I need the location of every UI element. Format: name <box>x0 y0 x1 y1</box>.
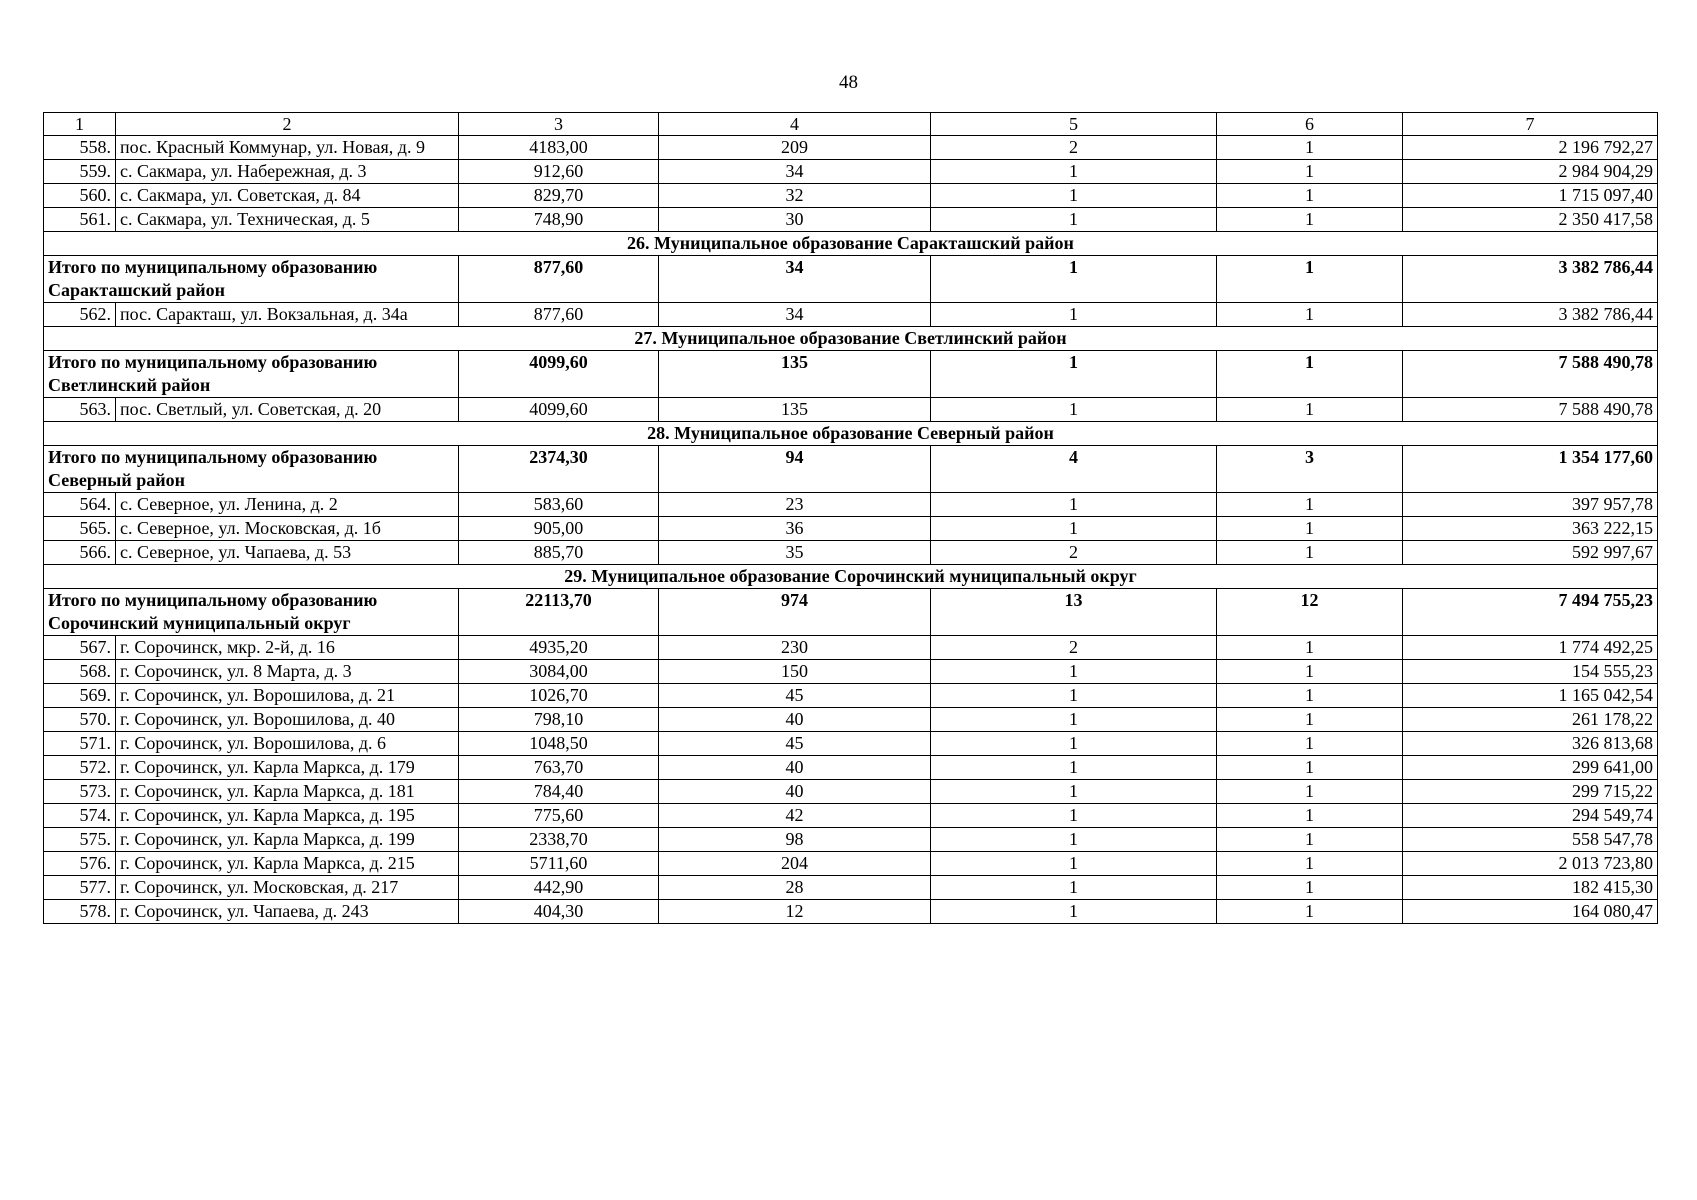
amount-cell: 2 196 792,27 <box>1403 136 1658 160</box>
residents-cell: 32 <box>659 184 931 208</box>
row-number: 562. <box>44 303 116 327</box>
subtotal-row <box>44 589 1658 636</box>
section-header-row <box>44 422 1658 446</box>
count-cell: 1 <box>931 900 1217 924</box>
area-cell: 1026,70 <box>459 684 659 708</box>
table-row <box>44 684 1658 708</box>
count-cell: 1 <box>1217 660 1403 684</box>
table-row <box>44 493 1658 517</box>
row-number: 565. <box>44 517 116 541</box>
address-cell: с. Северное, ул. Чапаева, д. 53 <box>116 541 459 565</box>
row-number: 561. <box>44 208 116 232</box>
address-cell: с. Сакмара, ул. Набережная, д. 3 <box>116 160 459 184</box>
section-title: 29. Муниципальное образование Сорочинский муниципальный округ <box>44 565 1658 589</box>
count-cell: 1 <box>931 256 1217 303</box>
row-number: 567. <box>44 636 116 660</box>
amount-cell: 299 641,00 <box>1403 756 1658 780</box>
section-header-row <box>44 565 1658 589</box>
amount-cell: 294 549,74 <box>1403 804 1658 828</box>
row-number: 558. <box>44 136 116 160</box>
count-cell: 1 <box>931 756 1217 780</box>
amount-cell: 326 813,68 <box>1403 732 1658 756</box>
address-cell: г. Сорочинск, ул. Ворошилова, д. 40 <box>116 708 459 732</box>
table-row <box>44 900 1658 924</box>
row-number: 571. <box>44 732 116 756</box>
amount-cell: 299 715,22 <box>1403 780 1658 804</box>
row-number: 563. <box>44 398 116 422</box>
residents-cell: 40 <box>659 780 931 804</box>
row-number: 573. <box>44 780 116 804</box>
area-cell: 4099,60 <box>459 351 659 398</box>
address-cell: г. Сорочинск, ул. Карла Маркса, д. 179 <box>116 756 459 780</box>
residents-cell: 40 <box>659 708 931 732</box>
residents-cell: 45 <box>659 732 931 756</box>
area-cell: 404,30 <box>459 900 659 924</box>
row-number: 576. <box>44 852 116 876</box>
area-cell: 748,90 <box>459 208 659 232</box>
count-cell: 1 <box>931 351 1217 398</box>
area-cell: 763,70 <box>459 756 659 780</box>
residents-cell: 34 <box>659 160 931 184</box>
residents-cell: 209 <box>659 136 931 160</box>
column-number-header-row <box>44 113 1658 136</box>
count-cell: 1 <box>1217 541 1403 565</box>
count-cell: 1 <box>931 684 1217 708</box>
residents-cell: 23 <box>659 493 931 517</box>
count-cell: 1 <box>1217 900 1403 924</box>
count-cell: 1 <box>931 398 1217 422</box>
count-cell: 1 <box>1217 780 1403 804</box>
table-row <box>44 136 1658 160</box>
area-cell: 3084,00 <box>459 660 659 684</box>
table-row <box>44 732 1658 756</box>
residents-cell: 94 <box>659 446 931 493</box>
count-cell: 1 <box>1217 398 1403 422</box>
count-cell: 1 <box>931 303 1217 327</box>
residents-cell: 974 <box>659 589 931 636</box>
residents-cell: 28 <box>659 876 931 900</box>
area-cell: 798,10 <box>459 708 659 732</box>
table-row <box>44 541 1658 565</box>
row-number: 572. <box>44 756 116 780</box>
amount-cell: 1 165 042,54 <box>1403 684 1658 708</box>
area-cell: 4099,60 <box>459 398 659 422</box>
count-cell: 1 <box>1217 876 1403 900</box>
table-row <box>44 660 1658 684</box>
count-cell: 1 <box>1217 756 1403 780</box>
address-cell: г. Сорочинск, ул. Карла Маркса, д. 181 <box>116 780 459 804</box>
address-cell: г. Сорочинск, ул. Карла Маркса, д. 215 <box>116 852 459 876</box>
area-cell: 4183,00 <box>459 136 659 160</box>
residents-cell: 40 <box>659 756 931 780</box>
residents-cell: 98 <box>659 828 931 852</box>
column-header: 2 <box>116 113 459 136</box>
count-cell: 1 <box>931 208 1217 232</box>
row-number: 564. <box>44 493 116 517</box>
area-cell: 2338,70 <box>459 828 659 852</box>
address-cell: г. Сорочинск, ул. Ворошилова, д. 6 <box>116 732 459 756</box>
address-cell: с. Сакмара, ул. Советская, д. 84 <box>116 184 459 208</box>
table-row <box>44 636 1658 660</box>
address-cell: г. Сорочинск, ул. Московская, д. 217 <box>116 876 459 900</box>
section-title: 27. Муниципальное образование Светлинский район <box>44 327 1658 351</box>
area-cell: 912,60 <box>459 160 659 184</box>
area-cell: 2374,30 <box>459 446 659 493</box>
count-cell: 1 <box>931 804 1217 828</box>
area-cell: 22113,70 <box>459 589 659 636</box>
residents-cell: 12 <box>659 900 931 924</box>
area-cell: 5711,60 <box>459 852 659 876</box>
area-cell: 583,60 <box>459 493 659 517</box>
amount-cell: 363 222,15 <box>1403 517 1658 541</box>
count-cell: 1 <box>931 876 1217 900</box>
count-cell: 2 <box>931 136 1217 160</box>
column-header: 1 <box>44 113 116 136</box>
subtotal-label: Итого по муниципальному образованию Сорочинский муниципальный округ <box>44 589 459 636</box>
count-cell: 1 <box>931 780 1217 804</box>
count-cell: 1 <box>1217 303 1403 327</box>
amount-cell: 164 080,47 <box>1403 900 1658 924</box>
amount-cell: 1 774 492,25 <box>1403 636 1658 660</box>
count-cell: 1 <box>1217 351 1403 398</box>
area-cell: 877,60 <box>459 303 659 327</box>
row-number: 575. <box>44 828 116 852</box>
address-cell: г. Сорочинск, ул. Карла Маркса, д. 195 <box>116 804 459 828</box>
count-cell: 4 <box>931 446 1217 493</box>
count-cell: 1 <box>1217 636 1403 660</box>
amount-cell: 182 415,30 <box>1403 876 1658 900</box>
amount-cell: 7 588 490,78 <box>1403 398 1658 422</box>
area-cell: 784,40 <box>459 780 659 804</box>
amount-cell: 154 555,23 <box>1403 660 1658 684</box>
column-header: 7 <box>1403 113 1658 136</box>
count-cell: 1 <box>931 828 1217 852</box>
residents-cell: 34 <box>659 303 931 327</box>
address-cell: пос. Красный Коммунар, ул. Новая, д. 9 <box>116 136 459 160</box>
column-header: 3 <box>459 113 659 136</box>
count-cell: 1 <box>1217 208 1403 232</box>
table-row <box>44 828 1658 852</box>
table-row <box>44 876 1658 900</box>
amount-cell: 2 013 723,80 <box>1403 852 1658 876</box>
section-title: 28. Муниципальное образование Северный район <box>44 422 1658 446</box>
table-row <box>44 184 1658 208</box>
subtotal-row <box>44 351 1658 398</box>
area-cell: 775,60 <box>459 804 659 828</box>
row-number: 578. <box>44 900 116 924</box>
count-cell: 3 <box>1217 446 1403 493</box>
table-row <box>44 780 1658 804</box>
table-row <box>44 303 1658 327</box>
residents-cell: 135 <box>659 398 931 422</box>
amount-cell: 3 382 786,44 <box>1403 256 1658 303</box>
table-row <box>44 804 1658 828</box>
residents-cell: 34 <box>659 256 931 303</box>
area-cell: 4935,20 <box>459 636 659 660</box>
address-cell: с. Северное, ул. Московская, д. 1б <box>116 517 459 541</box>
count-cell: 1 <box>931 852 1217 876</box>
address-cell: г. Сорочинск, ул. Ворошилова, д. 21 <box>116 684 459 708</box>
subtotal-label: Итого по муниципальному образованию Северный район <box>44 446 459 493</box>
amount-cell: 7 588 490,78 <box>1403 351 1658 398</box>
residents-cell: 204 <box>659 852 931 876</box>
count-cell: 1 <box>1217 184 1403 208</box>
residents-cell: 230 <box>659 636 931 660</box>
address-cell: с. Северное, ул. Ленина, д. 2 <box>116 493 459 517</box>
amount-cell: 2 350 417,58 <box>1403 208 1658 232</box>
subtotal-label: Итого по муниципальному образованию Светлинский район <box>44 351 459 398</box>
amount-cell: 2 984 904,29 <box>1403 160 1658 184</box>
row-number: 568. <box>44 660 116 684</box>
area-cell: 1048,50 <box>459 732 659 756</box>
count-cell: 1 <box>1217 732 1403 756</box>
section-title: 26. Муниципальное образование Саракташский район <box>44 232 1658 256</box>
count-cell: 2 <box>931 636 1217 660</box>
subtotal-row <box>44 256 1658 303</box>
table-body <box>44 113 1658 924</box>
amount-cell: 3 382 786,44 <box>1403 303 1658 327</box>
amount-cell: 1 354 177,60 <box>1403 446 1658 493</box>
row-number: 570. <box>44 708 116 732</box>
area-cell: 442,90 <box>459 876 659 900</box>
residents-cell: 42 <box>659 804 931 828</box>
page-number: 48 <box>839 72 858 93</box>
amount-cell: 592 997,67 <box>1403 541 1658 565</box>
count-cell: 1 <box>931 660 1217 684</box>
count-cell: 1 <box>931 517 1217 541</box>
amount-cell: 558 547,78 <box>1403 828 1658 852</box>
amount-cell: 7 494 755,23 <box>1403 589 1658 636</box>
row-number: 560. <box>44 184 116 208</box>
address-cell: г. Сорочинск, мкр. 2-й, д. 16 <box>116 636 459 660</box>
count-cell: 1 <box>1217 684 1403 708</box>
row-number: 566. <box>44 541 116 565</box>
row-number: 559. <box>44 160 116 184</box>
address-cell: г. Сорочинск, ул. Чапаева, д. 243 <box>116 900 459 924</box>
count-cell: 1 <box>931 184 1217 208</box>
section-header-row <box>44 232 1658 256</box>
address-cell: с. Сакмара, ул. Техническая, д. 5 <box>116 208 459 232</box>
column-header: 6 <box>1217 113 1403 136</box>
amount-cell: 1 715 097,40 <box>1403 184 1658 208</box>
residents-cell: 150 <box>659 660 931 684</box>
residents-cell: 45 <box>659 684 931 708</box>
count-cell: 1 <box>931 160 1217 184</box>
count-cell: 1 <box>1217 160 1403 184</box>
residents-cell: 30 <box>659 208 931 232</box>
area-cell: 877,60 <box>459 256 659 303</box>
column-header: 4 <box>659 113 931 136</box>
table-row <box>44 517 1658 541</box>
count-cell: 1 <box>1217 493 1403 517</box>
registry-table <box>43 112 1658 924</box>
amount-cell: 261 178,22 <box>1403 708 1658 732</box>
area-cell: 829,70 <box>459 184 659 208</box>
address-cell: г. Сорочинск, ул. Карла Маркса, д. 199 <box>116 828 459 852</box>
area-cell: 905,00 <box>459 517 659 541</box>
count-cell: 1 <box>1217 517 1403 541</box>
amount-cell: 397 957,78 <box>1403 493 1658 517</box>
area-cell: 885,70 <box>459 541 659 565</box>
section-header-row <box>44 327 1658 351</box>
count-cell: 1 <box>1217 136 1403 160</box>
count-cell: 12 <box>1217 589 1403 636</box>
count-cell: 2 <box>931 541 1217 565</box>
count-cell: 1 <box>1217 852 1403 876</box>
address-cell: пос. Светлый, ул. Советская, д. 20 <box>116 398 459 422</box>
table-row <box>44 708 1658 732</box>
column-header: 5 <box>931 113 1217 136</box>
table-row <box>44 160 1658 184</box>
count-cell: 1 <box>1217 708 1403 732</box>
row-number: 577. <box>44 876 116 900</box>
subtotal-row <box>44 446 1658 493</box>
address-cell: г. Сорочинск, ул. 8 Марта, д. 3 <box>116 660 459 684</box>
residents-cell: 35 <box>659 541 931 565</box>
count-cell: 1 <box>1217 804 1403 828</box>
count-cell: 1 <box>1217 256 1403 303</box>
residents-cell: 36 <box>659 517 931 541</box>
row-number: 569. <box>44 684 116 708</box>
count-cell: 1 <box>1217 828 1403 852</box>
address-cell: пос. Саракташ, ул. Вокзальная, д. 34а <box>116 303 459 327</box>
residents-cell: 135 <box>659 351 931 398</box>
subtotal-label: Итого по муниципальному образованию Саракташский район <box>44 256 459 303</box>
table-row <box>44 852 1658 876</box>
count-cell: 1 <box>931 732 1217 756</box>
table-row <box>44 208 1658 232</box>
count-cell: 1 <box>931 708 1217 732</box>
row-number: 574. <box>44 804 116 828</box>
count-cell: 13 <box>931 589 1217 636</box>
table-row <box>44 398 1658 422</box>
count-cell: 1 <box>931 493 1217 517</box>
table-row <box>44 756 1658 780</box>
